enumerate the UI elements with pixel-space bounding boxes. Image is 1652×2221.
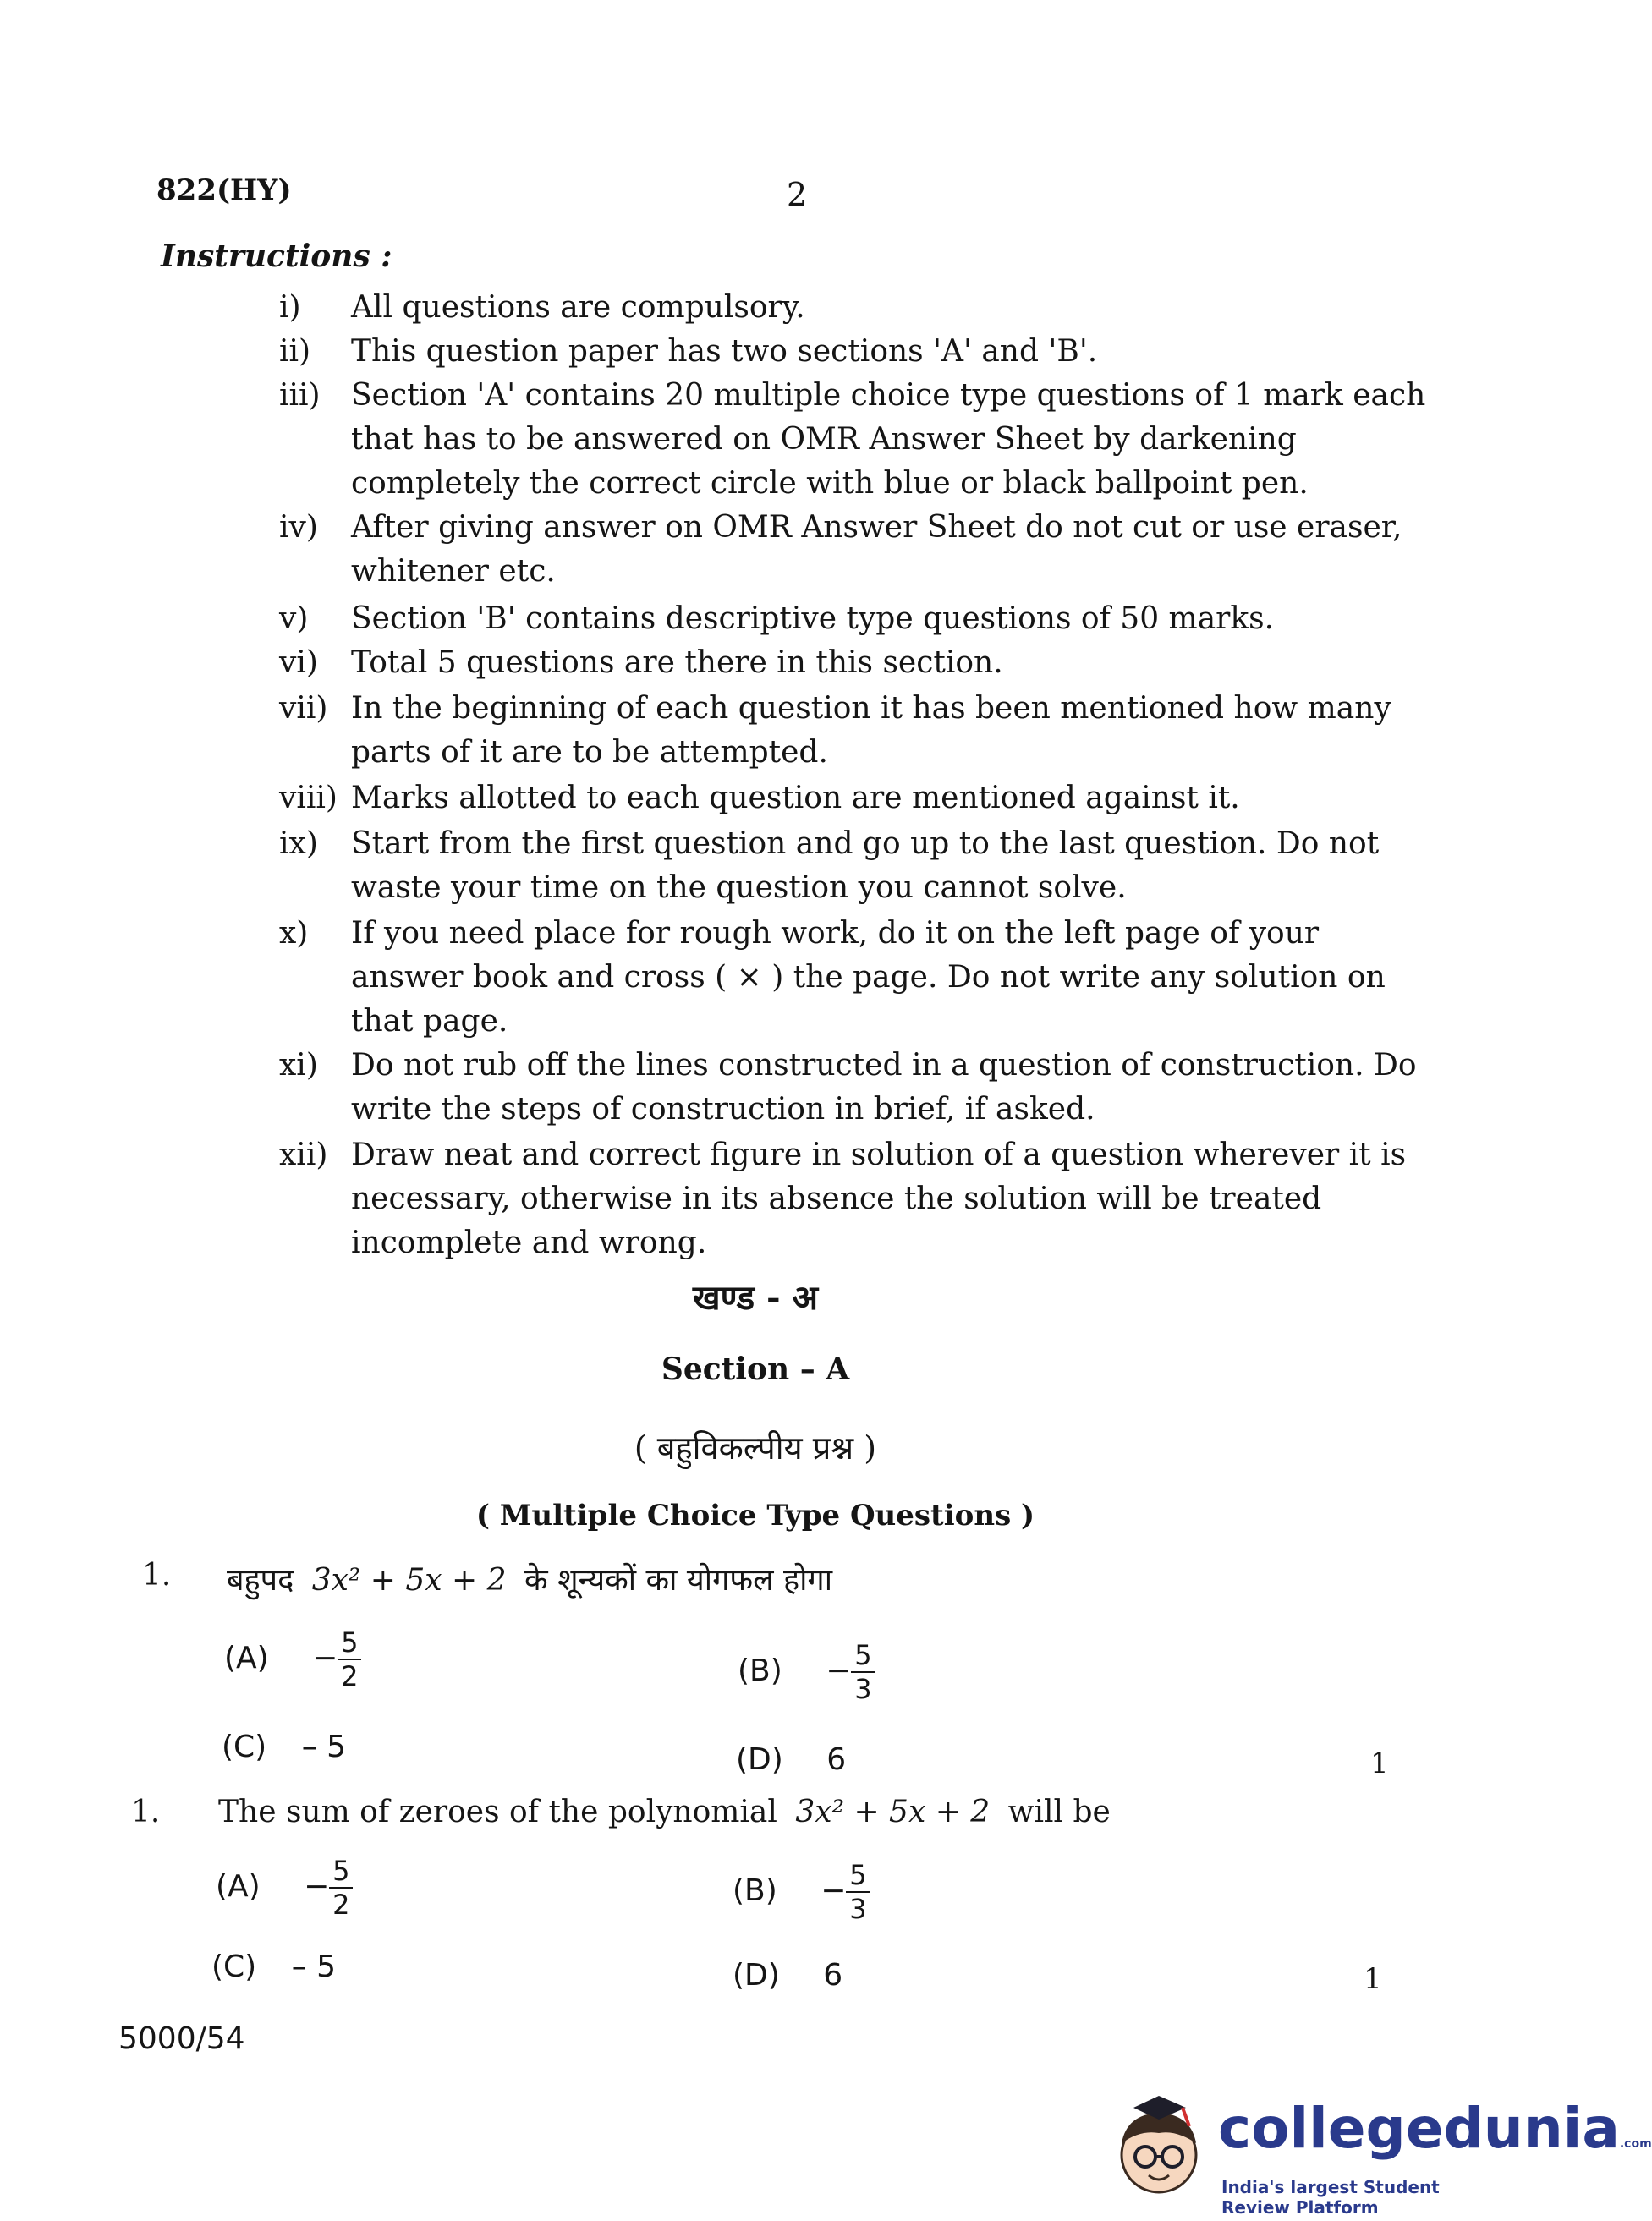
instruction-number: iv) <box>279 510 318 545</box>
option-label: (B) <box>733 1873 777 1908</box>
option-sign: − <box>312 1641 338 1675</box>
instruction-item <box>279 687 1430 775</box>
polynomial-expression: 3x² + 5x + 2 <box>795 1795 991 1829</box>
marks: 1 <box>1370 1747 1389 1780</box>
option-b[interactable] <box>738 1641 875 1703</box>
option-d[interactable] <box>736 1742 846 1777</box>
instruction-number: vii) <box>279 691 328 726</box>
instruction-number: vi) <box>279 645 318 680</box>
instruction-item <box>279 822 1430 910</box>
instruction-item <box>279 330 1430 374</box>
instruction-number: ii) <box>279 334 311 369</box>
brand-tagline: India's largest Student Review Platform <box>1221 2177 1440 2218</box>
numerator: 5 <box>332 1855 350 1887</box>
option-a[interactable] <box>216 1856 353 1919</box>
section-subtitle: ( Multiple Choice Type Questions ) <box>475 1499 1035 1533</box>
option-c[interactable] <box>211 1950 336 1984</box>
footer-code: 5000/54 <box>118 2021 245 2056</box>
instruction-item <box>279 1044 1430 1132</box>
question-text <box>227 1558 832 1599</box>
denominator: 3 <box>854 1673 872 1705</box>
option-a[interactable] <box>224 1628 361 1691</box>
instruction-item <box>279 374 1430 506</box>
option-c[interactable] <box>222 1730 346 1764</box>
numerator: 5 <box>849 1859 867 1891</box>
option-label: (B) <box>738 1653 782 1688</box>
instruction-text: All questions are compulsory. <box>351 290 805 325</box>
instruction-number: iii) <box>279 378 321 413</box>
option-label: (C) <box>211 1950 257 1984</box>
instructions-title: Instructions : <box>161 239 392 274</box>
question-text-before: बहुपद <box>227 1563 294 1598</box>
instruction-item <box>279 286 1430 330</box>
instruction-text: Section 'A' contains 20 multiple choice type questions of 1 mark each that has to be answered on OMR Answer Sheet by darkening completely the correct circle with blue or black ballpoint pen. <box>351 378 1426 501</box>
instruction-text: If you need place for rough work, do it on the left page of your answer book and cross ( × ) the page. Do not write any solution on that page. <box>351 916 1386 1039</box>
question-text-before: The sum of zeroes of the polynomial <box>218 1795 777 1829</box>
instruction-text: Start from the first question and go up to the last question. Do not waste your time on the question you cannot solve. <box>351 826 1380 905</box>
option-b[interactable] <box>733 1861 870 1923</box>
option-label: (D) <box>733 1958 780 1993</box>
page-number: 2 <box>787 176 808 213</box>
instruction-number: viii) <box>279 781 338 815</box>
instruction-text: Total 5 questions are there in this section. <box>351 645 1003 680</box>
option-sign: − <box>304 1869 330 1904</box>
paper-code: 822(HY) <box>156 173 292 207</box>
question-text-after: will be <box>1007 1795 1111 1829</box>
question-number: 1. <box>142 1558 172 1593</box>
brand-name: collegedunia.com <box>1218 2096 1652 2161</box>
option-value: – 5 <box>291 1950 337 1984</box>
instruction-number: xii) <box>279 1138 328 1172</box>
instruction-number: v) <box>279 601 309 636</box>
section-title: Section – A <box>661 1352 850 1387</box>
instruction-number: xi) <box>279 1048 318 1083</box>
denominator: 3 <box>849 1893 867 1925</box>
question-text <box>218 1795 1111 1829</box>
question-number: 1. <box>131 1795 161 1829</box>
instruction-number: i) <box>279 290 301 325</box>
instruction-item <box>279 1133 1430 1265</box>
instruction-number: ix) <box>279 826 318 861</box>
option-label: (A) <box>224 1641 269 1675</box>
option-value: – 5 <box>301 1730 347 1764</box>
instruction-text: Marks allotted to each question are mentioned against it. <box>351 781 1240 815</box>
option-value: 6 <box>823 1958 843 1993</box>
instruction-item <box>279 506 1430 594</box>
fraction <box>851 1641 875 1703</box>
denominator: 2 <box>341 1660 359 1692</box>
option-label: (C) <box>222 1730 267 1764</box>
section-title-hindi: खण्ड - अ <box>692 1278 819 1318</box>
fraction <box>338 1628 361 1691</box>
numerator: 5 <box>341 1626 359 1659</box>
denominator: 2 <box>332 1889 350 1921</box>
brand-tld: .com <box>1619 2137 1652 2151</box>
instruction-item <box>279 641 1430 685</box>
instruction-text: Do not rub off the lines constructed in a question of construction. Do write the steps of construction in brief, if asked. <box>351 1048 1417 1127</box>
option-sign: − <box>826 1653 852 1688</box>
instruction-item <box>279 912 1430 1044</box>
instruction-text: After giving answer on OMR Answer Sheet do not cut or use eraser, whitener etc. <box>351 510 1402 589</box>
instruction-item <box>279 597 1430 641</box>
marks: 1 <box>1364 1962 1382 1996</box>
section-subtitle-hindi: ( बहुविकल्पीय प्रश्न ) <box>634 1429 877 1467</box>
instruction-number: x) <box>279 916 309 951</box>
instruction-item <box>279 776 1430 820</box>
numerator: 5 <box>854 1639 872 1671</box>
mascot-logo-icon <box>1108 2089 1210 2199</box>
instruction-text: Section 'B' contains descriptive type questions of 50 marks. <box>351 601 1275 636</box>
instruction-text: This question paper has two sections 'A' and 'B'. <box>351 334 1098 369</box>
question-text-after: के शून्यकों का योगफल होगा <box>524 1563 833 1598</box>
option-label: (D) <box>736 1742 783 1777</box>
option-label: (A) <box>216 1869 261 1904</box>
option-d[interactable] <box>733 1958 842 1993</box>
fraction <box>846 1861 870 1923</box>
fraction <box>329 1856 353 1919</box>
instruction-text: Draw neat and correct figure in solution of a question wherever it is necessary, otherwise in its absence the solution will be treated incomplete and wrong. <box>351 1138 1407 1260</box>
instruction-text: In the beginning of each question it has been mentioned how many parts of it are to be attempted. <box>351 691 1391 770</box>
polynomial-expression: 3x² + 5x + 2 <box>311 1563 507 1598</box>
option-value: 6 <box>826 1742 847 1777</box>
option-sign: − <box>821 1873 847 1908</box>
